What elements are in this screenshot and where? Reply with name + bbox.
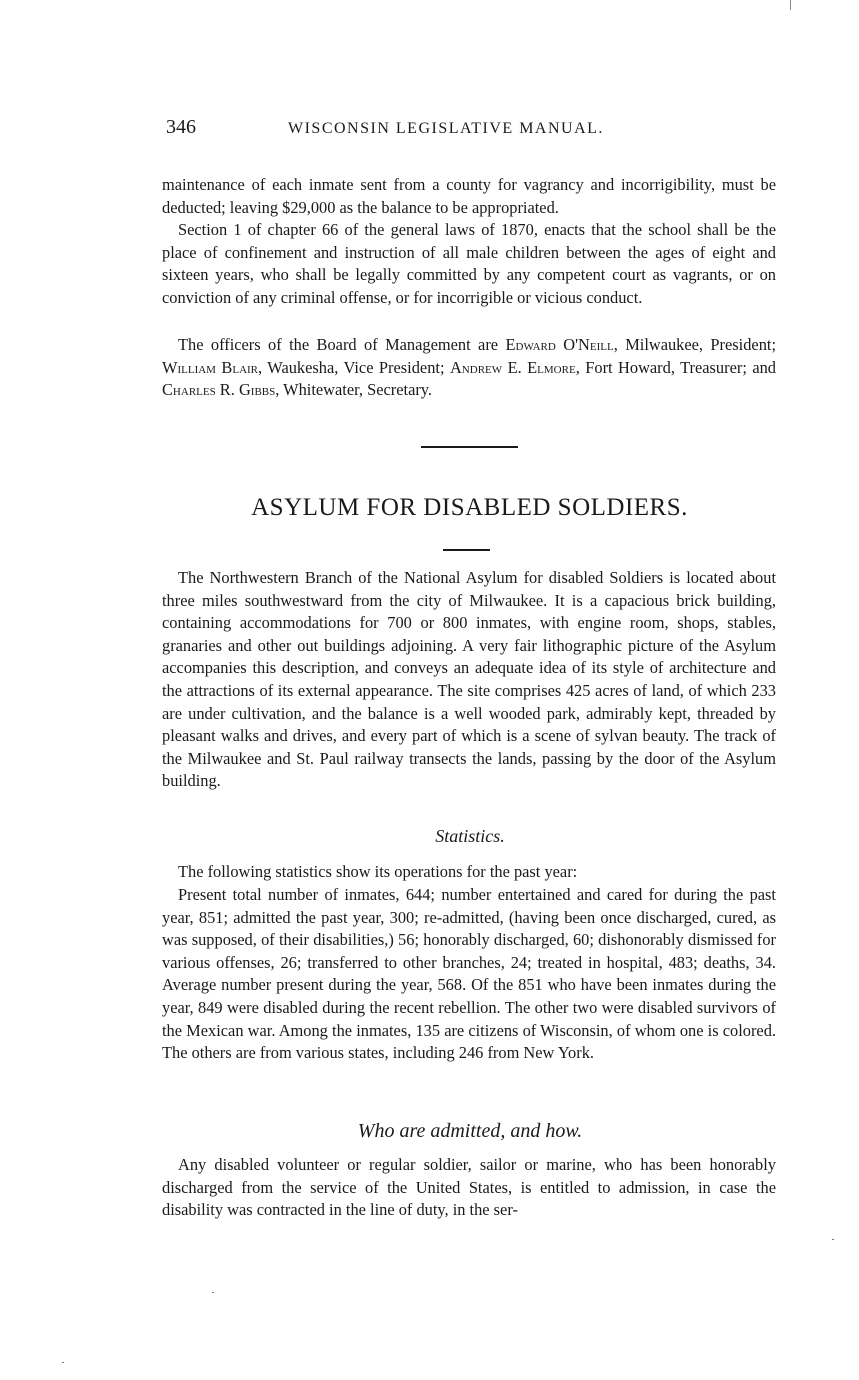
officer-name-secretary: Charles R. Gibbs [162,380,276,400]
title-underline-rule [443,549,490,551]
officers-paragraph [162,334,776,402]
officers-text-4: , Fort Howard, Treasurer; and [575,357,777,377]
section-title: ASYLUM FOR DISABLED SOLDIERS. [251,494,688,521]
admission-heading: Who are admitted, and how. [357,1120,583,1142]
scan-speck [212,1292,214,1293]
officers-text-2: , Milwaukee, President; [613,335,776,354]
statistics-lead: The following statistics show its operations for the past year: [178,862,578,881]
page-header [166,116,776,150]
statistics-heading: Statistics. [435,826,505,846]
admission-paragraph: Any disabled volunteer or regular soldier, sailor or marine, who has been honorably discharged from the service of the United States, is entitled to admission, in case the disability was contracted in the line of duty, in the ser- [162,1155,776,1220]
officer-name-treasurer: Andrew E. Elmore [449,357,576,377]
page-number: 346 [166,116,196,138]
running-title: WISCONSIN LEGISLATIVE MANUAL. [288,120,604,137]
officer-name-president: Edward O'Neill [505,335,614,354]
scan-speck [832,1239,834,1240]
scan-speck [62,1362,64,1363]
officers-text-1: The officers of the Board of Management are [178,335,506,354]
statistics-paragraph: Present total number of inmates, 644; number entertained and cared for during the past year, 851; admitted the past year, 300; re-admitted, (having been once discharged, cured, as was supposed, of their disabilities,) 56; honorably discharged, 60; dishonorably dismissed for various offenses, 26; transferred to other branches, 24; treated in hospital, 483; deaths, 34. Average number present during the year, 568. Of the 851 who have been inmates during the year, 849 were disabled during the recent rebellion. The other two were disabled survivors of the Mexican war. Among the inmates, 135 are citizens of Wisconsin, of whom one is colored. The others are from various states, including 246 from New York. [162,885,776,1063]
officers-text-5: , Whitewater, Secretary. [275,380,433,400]
page-edge-mark [790,0,791,10]
officer-name-vice-president: William Blair [162,357,259,377]
intro-paragraph-chapter-66: Section 1 of chapter 66 of the general laws of 1870, enacts that the school shall be the place of confinement and instruction of all male children between the ages of eight and sixteen years, who shall be legally committed by any competent court as vagrants, or on conviction of any criminal offense, or for incorrigible or vicious conduct. [162,220,776,307]
officers-text-3: , Waukesha, Vice President; [258,357,450,377]
section-divider-rule [421,446,518,448]
intro-paragraph-continuation: maintenance of each inmate sent from a county for vagrancy and incorrigibility, must be deducted; leaving $29,000 as the balance to be appropriated. [162,175,776,217]
asylum-description-paragraph: The Northwestern Branch of the National Asylum for disabled Soldiers is located about three miles southwestward from the city of Milwaukee. It is a capacious brick building, containing accommodations for 700 or 800 inmates, with engine room, shops, stables, granaries and other out buildings adjoining. A very fair lithographic picture of the Asylum accompanies this description, and conveys an adequate idea of its style of architecture and the attractions of its external appearance. The site comprises 425 acres of land, of which 233 are under cultivation, and the balance is a well wooded park, admirably kept, threaded by pleasant walks and drives, and every part of which is a scene of sylvan beauty. The track of the Milwaukee and St. Paul railway transects the lands, passing by the door of the Asylum building. [162,568,776,791]
